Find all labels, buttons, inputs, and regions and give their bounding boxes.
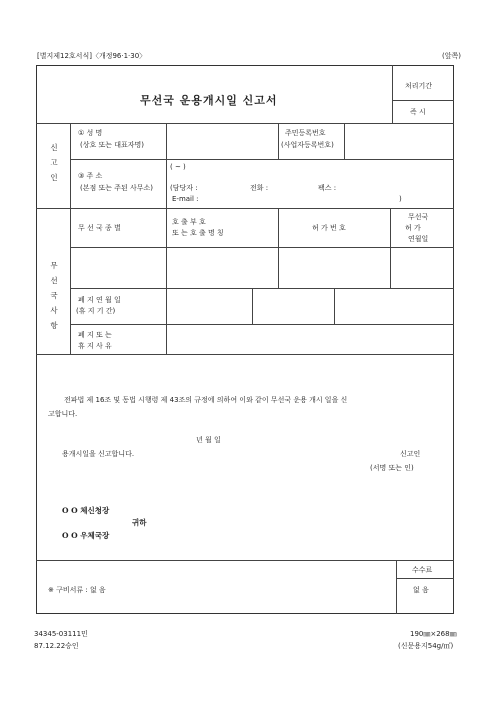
recipient-2: O O 우체국장 xyxy=(62,531,110,540)
suspension-period-label: (휴 지 기 간) xyxy=(76,307,116,315)
fax-label: 팩스 : xyxy=(318,184,337,192)
approval-date: 87.12.22승인 xyxy=(34,642,79,650)
reporter-label: 신고인 xyxy=(400,450,421,458)
fee-label: 수수료 xyxy=(412,566,433,574)
call-sign-header-2: 또 는 호 출 명 칭 xyxy=(172,229,224,237)
license-number-field[interactable] xyxy=(280,249,388,286)
reason-label-1: 폐 지 또 는 xyxy=(78,331,112,339)
fee-value: 없 음 xyxy=(413,586,429,594)
suspension-period-field[interactable] xyxy=(254,290,332,322)
applicant-section-label: 신고인 xyxy=(50,143,58,182)
signature-field[interactable]: (서명 또는 인) xyxy=(370,464,414,472)
id-number-label: 주민등록번호 xyxy=(285,129,326,137)
processing-label: 처리기간 xyxy=(405,82,433,90)
station-type-header: 무 선 국 종 별 xyxy=(78,224,121,232)
form-title: 무선국 운용개시일 신고서 xyxy=(140,94,278,107)
license-date-header-1: 무선국 xyxy=(408,213,429,221)
declaration-line-1: 전파법 제 16조 및 동법 시행령 제 43조의 규정에 의하여 이와 같이 무선국 운용 개시 일을 신 xyxy=(64,396,348,404)
station-section-label: 무선국사항 xyxy=(50,261,58,330)
page-side: (앞쪽) xyxy=(442,52,461,60)
address-sublabel: (본점 또는 주된 사무소) xyxy=(80,184,153,192)
declaration-line-2: 고합니다. xyxy=(48,410,78,418)
processing-value: 즉 시 xyxy=(410,108,426,116)
report-statement: 용개시일을 신고합니다. xyxy=(62,450,135,458)
respect-term: 귀하 xyxy=(132,518,147,527)
postal-code-field[interactable]: ( ~ ) xyxy=(170,163,186,171)
form-number: [별지제12호서식]〈개정96·1·30〉 xyxy=(37,52,147,60)
address-label: ③ 주 소 xyxy=(78,172,103,180)
closure-date-field[interactable] xyxy=(168,290,250,322)
reason-label-2: 휴 지 사 유 xyxy=(78,342,112,350)
closure-date-label: 폐 지 연 월 일 xyxy=(78,296,121,304)
call-sign-header-1: 호 출 부 호 xyxy=(172,218,206,226)
required-documents: ※ 구비서류 : 없 음 xyxy=(48,586,106,594)
license-date-header-3: 연월일 xyxy=(408,235,429,243)
form-code: 34345-03111민 xyxy=(34,630,88,638)
phone-label: 전화 : xyxy=(250,184,269,192)
call-sign-field[interactable] xyxy=(168,249,276,286)
recipient-1: O O 체신청장 xyxy=(62,506,110,515)
name-sublabel: (상호 또는 대표자명) xyxy=(80,141,145,149)
paper-size: 190㎜×268㎜ xyxy=(410,630,457,638)
email-label: E-mail : xyxy=(172,195,199,203)
license-date-field[interactable] xyxy=(392,249,452,286)
report-date[interactable]: 년 월 일 xyxy=(196,436,221,444)
station-type-field[interactable] xyxy=(72,249,164,286)
id-number-field[interactable] xyxy=(346,125,452,157)
reason-field[interactable] xyxy=(168,326,452,352)
name-field[interactable] xyxy=(168,125,276,157)
paper-type: (신문용지54g/㎡) xyxy=(398,642,454,650)
contact-person-label: (담당자 : xyxy=(170,184,198,192)
license-date-header-2: 허 가 xyxy=(405,224,421,232)
business-number-sublabel: (사업자등록번호) xyxy=(281,141,334,149)
license-number-header: 허 가 번 호 xyxy=(312,224,346,232)
name-label: ① 성 명 xyxy=(78,129,103,137)
closing-paren: ) xyxy=(399,195,402,203)
